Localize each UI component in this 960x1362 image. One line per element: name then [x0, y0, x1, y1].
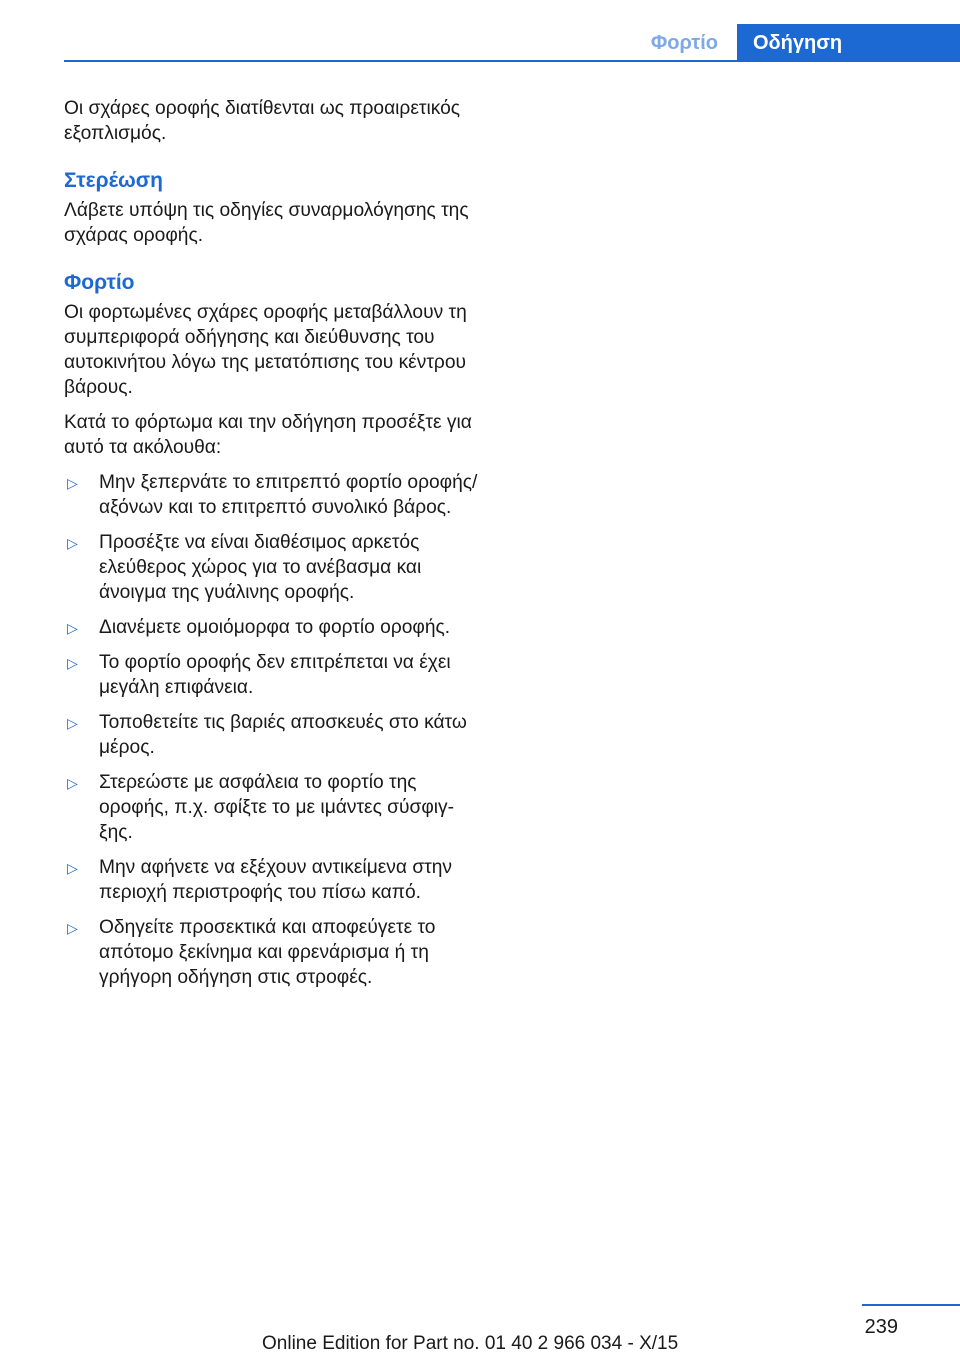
- triangle-bullet-icon: ▷: [67, 655, 78, 671]
- intro-paragraph: Οι σχάρες οροφής διατίθενται ως προαιρετικός εξοπλισμός.: [64, 98, 461, 144]
- load-bullet-list: [64, 470, 480, 990]
- load-paragraph-1: Οι φορτωμένες σχάρες οροφής μεταβάλλουν τη συμπεριφορά οδήγησης και διεύθυνσης του αυτοκινήτου λόγω της μετατόπισης του κέντρου βάρους.: [64, 302, 467, 398]
- triangle-bullet-icon: ▷: [67, 620, 78, 636]
- list-item-text: Διανέμετε ομοιόμορφα το φορτίο οροφής.: [99, 617, 451, 638]
- list-item: [64, 615, 480, 640]
- list-item-text: Προσέξτε να είναι διαθέσιμος αρκετός ελεύθερος χώρος για το ανέβασμα και άνοιγμα της γυάλινης οροφής.: [99, 532, 422, 603]
- load-paragraph-2: Κατά το φόρτωμα και την οδήγηση προσέξτε για αυτό τα ακόλουθα:: [64, 412, 472, 458]
- list-item: [64, 530, 480, 605]
- fastening-paragraph: Λάβετε υπόψη τις οδηγίες συναρμολόγησης της σχάρας οροφής.: [64, 200, 469, 246]
- main-content: [64, 96, 480, 1000]
- triangle-bullet-icon: ▷: [67, 535, 78, 551]
- list-item: [64, 915, 480, 990]
- list-item-text: Το φορτίο οροφής δεν επιτρέπεται να έχει μεγάλη επιφάνεια.: [99, 652, 451, 698]
- list-item: [64, 470, 480, 520]
- header-rule: [64, 60, 960, 62]
- footer-edition: Online Edition for Part no. 01 40 2 966 034 - X/15: [262, 1333, 679, 1354]
- list-item-text: Στερεώστε με ασφάλεια το φορτίο της οροφής, π.χ. σφίξτε το με ιμάντες σύσφιγξης.: [99, 772, 455, 843]
- list-item-text: Τοποθετείτε τις βαριές αποσκευές στο κάτω μέρος.: [99, 712, 467, 758]
- triangle-bullet-icon: ▷: [67, 860, 78, 876]
- section-title-fastening: Στερέωση: [64, 169, 163, 192]
- header-section-tab: Φορτίο: [650, 32, 718, 54]
- list-item-text: Μην αφήνετε να εξέχουν αντικείμενα στην περιοχή περιστροφής του πίσω καπό.: [99, 857, 453, 903]
- list-item-text: Μην ξεπερνάτε το επιτρεπτό φορτίο οροφής/αξόνων και το επιτρεπτό συνολικό βάρος.: [99, 472, 478, 518]
- list-item: [64, 710, 480, 760]
- triangle-bullet-icon: ▷: [67, 715, 78, 731]
- page-number: 239: [864, 1316, 898, 1338]
- list-item: [64, 855, 480, 905]
- header-chapter-tab: Οδήγηση: [737, 24, 960, 62]
- triangle-bullet-icon: ▷: [67, 775, 78, 791]
- footer-rule: [862, 1304, 960, 1306]
- triangle-bullet-icon: ▷: [67, 475, 78, 491]
- section-title-load: Φορτίο: [64, 271, 135, 294]
- triangle-bullet-icon: ▷: [67, 920, 78, 936]
- list-item: [64, 770, 480, 845]
- list-item: [64, 650, 480, 700]
- list-item-text: Οδηγείτε προσεκτικά και αποφεύγετε το απότομο ξεκίνημα και φρενάρισμα ή τη γρήγορη οδήγηση στις στροφές.: [99, 917, 436, 988]
